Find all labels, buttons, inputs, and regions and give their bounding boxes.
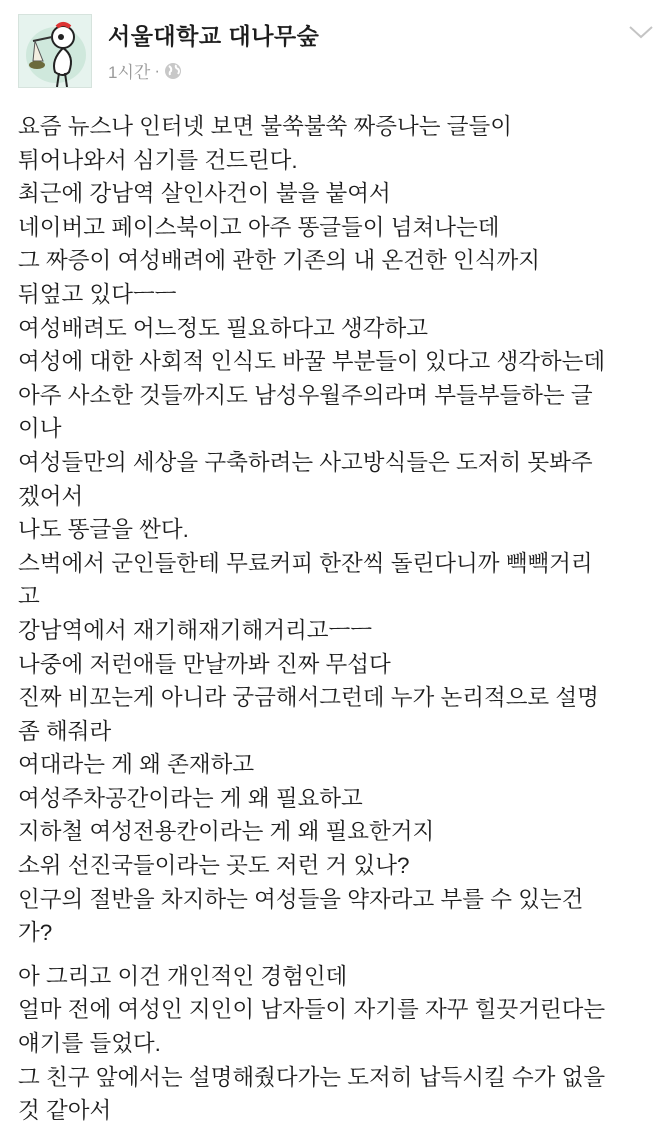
post-text-line: 소위 선진국들이라는 곳도 저런 거 있나? [18, 853, 410, 879]
post-body [18, 110, 658, 1128]
post-text-line: 얘기를 들었다. [18, 1031, 161, 1057]
post-text-line: 이나 [18, 416, 62, 442]
post-text-line: 아주 사소한 것들까지도 남성우월주의라며 부들부들하는 글 [18, 382, 593, 408]
post-text-line: 여대라는 게 왜 존재하고 [18, 752, 255, 778]
post-text-line: 여성에 대한 사회적 인식도 바꿀 부분들이 있다고 생각하는데 [18, 349, 606, 375]
post-text-line: 나도 똥글을 싼다. [18, 517, 189, 543]
post-text-line: 겠어서 [18, 483, 84, 509]
post-text-line: 튀어나와서 심기를 건드린다. [18, 147, 298, 173]
post-text-line: 진짜 비꼬는게 아니라 궁금해서그런데 누가 논리적으로 설명 [18, 685, 599, 711]
post-text-line: 뒤엎고 있다ㅡㅡ [18, 281, 177, 307]
post-text-line: 아 그리고 이건 개인적인 경험인데 [18, 963, 348, 989]
post-text-line: 인구의 절반을 차지하는 여성들을 약자라고 부를 수 있는건 [18, 886, 584, 912]
post-text-line: 고 [18, 584, 40, 610]
post-text-line: 스벅에서 군인들한테 무료커피 한잔씩 돌린다니까 빽빽거리 [18, 550, 593, 576]
post-text-line: 얼마 전에 여성인 지인이 남자들이 자기를 자꾸 힐끗거린다는 [18, 997, 606, 1023]
post-header [0, 0, 671, 100]
post-meta [108, 58, 182, 83]
post-text-line: 여성들만의 세상을 구축하려는 사고방식들은 도저히 못봐주 [18, 449, 593, 475]
post-text-line: 가? [18, 920, 53, 946]
post-text-line: 여성배려도 어느정도 필요하다고 생각하고 [18, 315, 428, 341]
crane-mascot-icon [19, 15, 92, 88]
post-text-line: 좀 해줘라 [18, 718, 112, 744]
chevron-down-icon[interactable] [628, 22, 654, 42]
page-avatar[interactable] [18, 14, 92, 88]
post-text-line: 지하철 여성전용칸이라는 게 왜 필요한거지 [18, 819, 435, 845]
post-text-line: 최근에 강남역 살인사건이 불을 붙여서 [18, 181, 391, 207]
post-text-line: 그 짜증이 여성배려에 관한 기존의 내 온건한 인식까지 [18, 248, 540, 274]
meta-separator: · [154, 60, 160, 80]
post-text-line: 것 같아서 [18, 1098, 112, 1124]
post-text-line: 강남역에서 재기해재기해거리고ㅡㅡ [18, 617, 373, 643]
post-paragraph [18, 960, 658, 1128]
post-text-line: 네이버고 페이스북이고 아주 똥글들이 넘쳐나는데 [18, 214, 500, 240]
globe-icon [164, 62, 182, 80]
post-text-line: 그 친구 앞에서는 설명해줬다가는 도저히 납득시킬 수가 없을 [18, 1064, 606, 1090]
post-text-line: 여성주차공간이라는 게 왜 필요하고 [18, 785, 363, 811]
post-time[interactable]: 1시간 [108, 63, 151, 82]
post-text-line: 나중에 저런애들 만날까봐 진짜 무섭다 [18, 651, 391, 677]
post-paragraph [18, 110, 658, 950]
page-name-link[interactable]: 서울대학교 대나무숲 [108, 23, 320, 49]
post-text-line: 요즘 뉴스나 인터넷 보면 불쑥불쑥 짜증나는 글들이 [18, 114, 512, 139]
